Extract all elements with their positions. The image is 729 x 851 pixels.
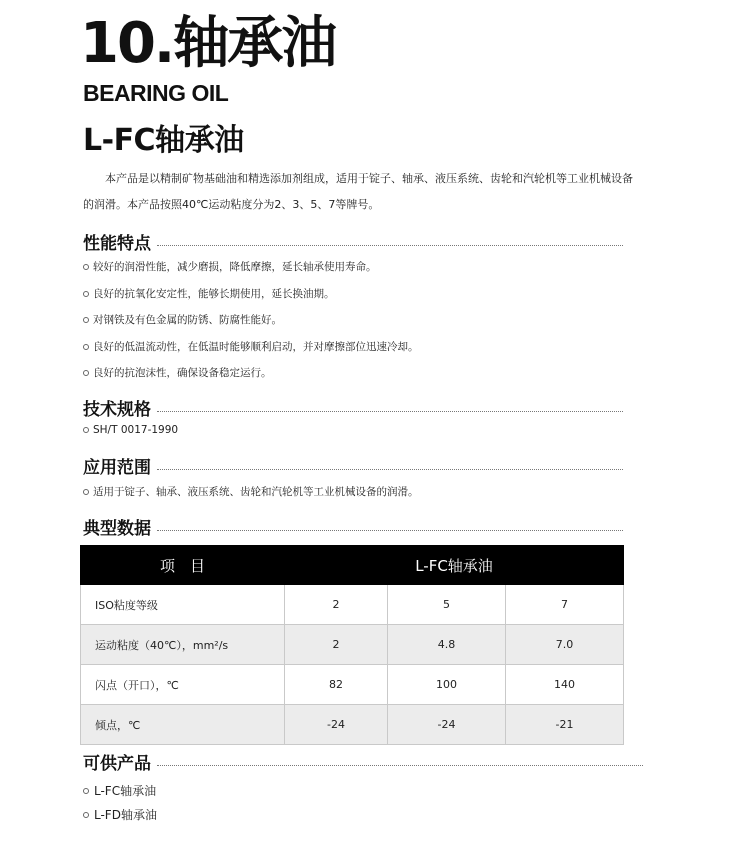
section-title: 典型数据 — [83, 518, 151, 539]
row-label: 倾点，℃ — [81, 705, 285, 745]
application-item — [83, 484, 419, 499]
product-item — [83, 782, 156, 799]
feature-item — [83, 312, 282, 327]
intro-paragraph: 本产品是以精制矿物基础油和精选添加剂组成，适用于锭子、轴承、液压系统、齿轮和汽轮机等工业机械设备的润滑。本产品按照40℃运动粘度分为2、3、5、7等牌号。 — [83, 172, 633, 211]
table-row — [81, 705, 624, 745]
section-title: 应用范围 — [83, 457, 151, 478]
feature-text: 良好的低温流动性，在低温时能够顺利启动，并对摩擦部位迅速冷却。 — [93, 341, 419, 353]
section-title: 性能特点 — [83, 233, 151, 254]
section-typical-heading — [83, 515, 623, 537]
product-text: L-FD轴承油 — [94, 808, 157, 822]
bullet-icon — [83, 317, 89, 323]
product-text: L-FC轴承油 — [94, 784, 157, 798]
dotted-divider — [157, 765, 643, 766]
bullet-icon — [83, 291, 89, 297]
feature-text: 对钢铁及有色金属的防锈、防腐性能好。 — [93, 314, 282, 326]
section-features-heading — [83, 230, 623, 252]
section-available-heading — [83, 750, 643, 772]
table-cell: 4.8 — [388, 625, 506, 665]
feature-item — [83, 259, 377, 274]
table-header-item: 项 目 — [81, 546, 285, 585]
bullet-icon — [83, 344, 89, 350]
section-applications-heading — [83, 454, 623, 476]
table-cell: 100 — [388, 665, 506, 705]
table-cell: 7 — [505, 585, 623, 625]
feature-item — [83, 365, 272, 380]
bullet-icon — [83, 264, 89, 270]
dotted-divider — [157, 530, 623, 531]
dotted-divider — [157, 469, 623, 470]
table-cell: 82 — [285, 665, 388, 705]
page-title: 10.轴承油 — [80, 11, 336, 76]
feature-text: 良好的抗氧化安定性，能够长期使用，延长换油期。 — [93, 288, 335, 300]
table-cell: -24 — [388, 705, 506, 745]
table-cell: 7.0 — [505, 625, 623, 665]
application-text: 适用于锭子、轴承、液压系统、齿轮和汽轮机等工业机械设备的润滑。 — [93, 486, 419, 498]
table-header-product: L-FC轴承油 — [285, 546, 624, 585]
feature-item — [83, 339, 419, 354]
section-title: 技术规格 — [83, 399, 151, 420]
row-label: 运动粘度（40℃），mm²/s — [81, 625, 285, 665]
product-title: L-FC轴承油 — [83, 123, 244, 158]
table-row — [81, 585, 624, 625]
bullet-icon — [83, 812, 89, 818]
dotted-divider — [157, 245, 623, 246]
spec-item — [83, 424, 178, 436]
table-row — [81, 625, 624, 665]
bullet-icon — [83, 427, 89, 433]
product-item — [83, 806, 157, 823]
table-cell: 2 — [285, 585, 388, 625]
bullet-icon — [83, 788, 89, 794]
spec-text: SH/T 0017-1990 — [93, 424, 179, 436]
dotted-divider — [157, 411, 623, 412]
table-cell: -21 — [505, 705, 623, 745]
row-label: 闪点（开口），℃ — [81, 665, 285, 705]
feature-item — [83, 286, 335, 301]
table-cell: 2 — [285, 625, 388, 665]
feature-text: 较好的润滑性能，减少磨损，降低摩擦，延长轴承使用寿命。 — [93, 261, 377, 273]
bullet-icon — [83, 489, 89, 495]
table-cell: 140 — [505, 665, 623, 705]
bullet-icon — [83, 370, 89, 376]
table-cell: 5 — [388, 585, 506, 625]
table-row — [81, 665, 624, 705]
table-cell: -24 — [285, 705, 388, 745]
section-specs-heading — [83, 396, 623, 418]
typical-data-table — [80, 545, 624, 745]
feature-text: 良好的抗泡沫性，确保设备稳定运行。 — [93, 367, 272, 379]
table-header-row — [81, 546, 624, 585]
row-label: ISO粘度等级 — [81, 585, 285, 625]
section-title: 可供产品 — [83, 753, 151, 774]
page-subtitle-en: BEARING OIL — [83, 80, 229, 106]
